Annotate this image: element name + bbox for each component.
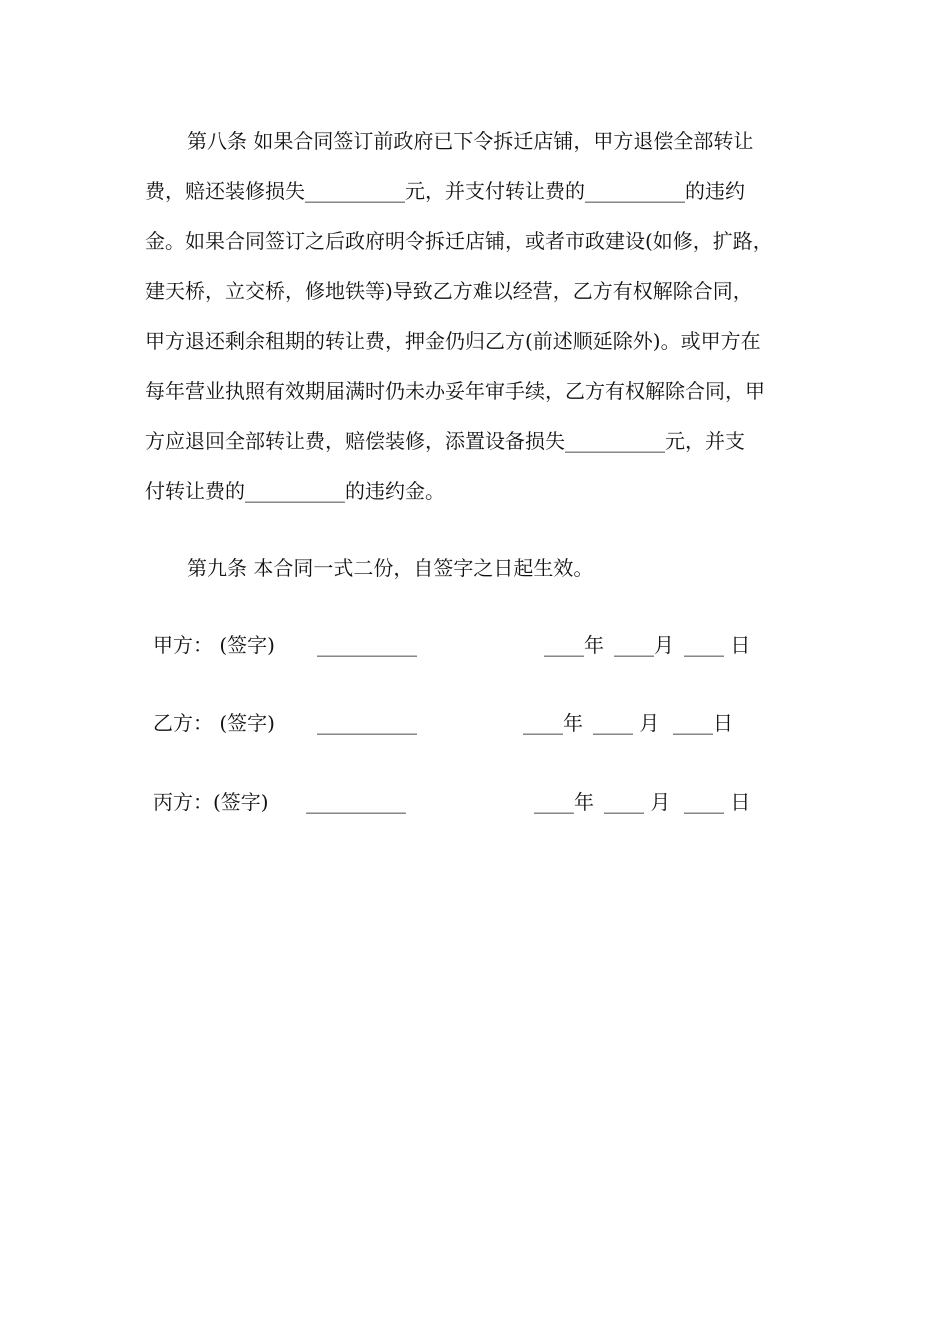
article-8-line: 建天桥，立交桥，修地铁等)导致乙方难以经营，乙方有权解除合同， [145,279,753,303]
party-b-year: ____年 [523,711,583,735]
party-a-month: ____月 [614,633,674,657]
article-8-paragraph [145,116,805,516]
article-9-paragraph [145,543,805,593]
party-b-signature-line: __________ [317,711,417,735]
article-8-line: 金。如果合同签订之后政府明令拆迁店铺，或者市政建设(如修，扩路， [145,229,773,253]
article-8-line: 每年营业执照有效期届满时仍未办妥年审手续，乙方有权解除合同，甲 [145,379,765,403]
party-b-month: ____ 月 [593,711,660,735]
party-b-day: ____日 [673,711,733,735]
party-c-year: ____年 [534,790,594,814]
party-a-signature-line: __________ [317,633,417,657]
article-8-line: 甲方退还剩余租期的转让费，押金仍归乙方(前述顺延除外)。或甲方在 [145,329,761,353]
party-a-year: ____年 [544,633,604,657]
article-8-line: 费，赔还装修损失__________元，并支付转让费的__________的违约 [145,179,745,203]
article-8-line: 第八条 如果合同签订前政府已下令拆迁店铺，甲方退偿全部转让 [187,129,754,153]
party-c-month: ____ 月 [604,790,671,814]
party-b-label: 乙方： (签字) [153,711,275,735]
article-8-line: 方应退回全部转让费，赔偿装修，添置设备损失__________元，并支 [145,429,745,453]
article-8-line: 付转让费的__________的违约金。 [145,479,445,503]
party-a-label: 甲方： (签字) [153,633,275,657]
party-c-day: ____ 日 [684,790,751,814]
party-a-day: ____ 日 [684,633,751,657]
article-9-line: 第九条 本合同一式二份，自签字之日起生效。 [187,556,594,580]
party-c-signature-line: __________ [306,790,406,814]
party-c-label: 丙方：(签字) [153,790,269,814]
